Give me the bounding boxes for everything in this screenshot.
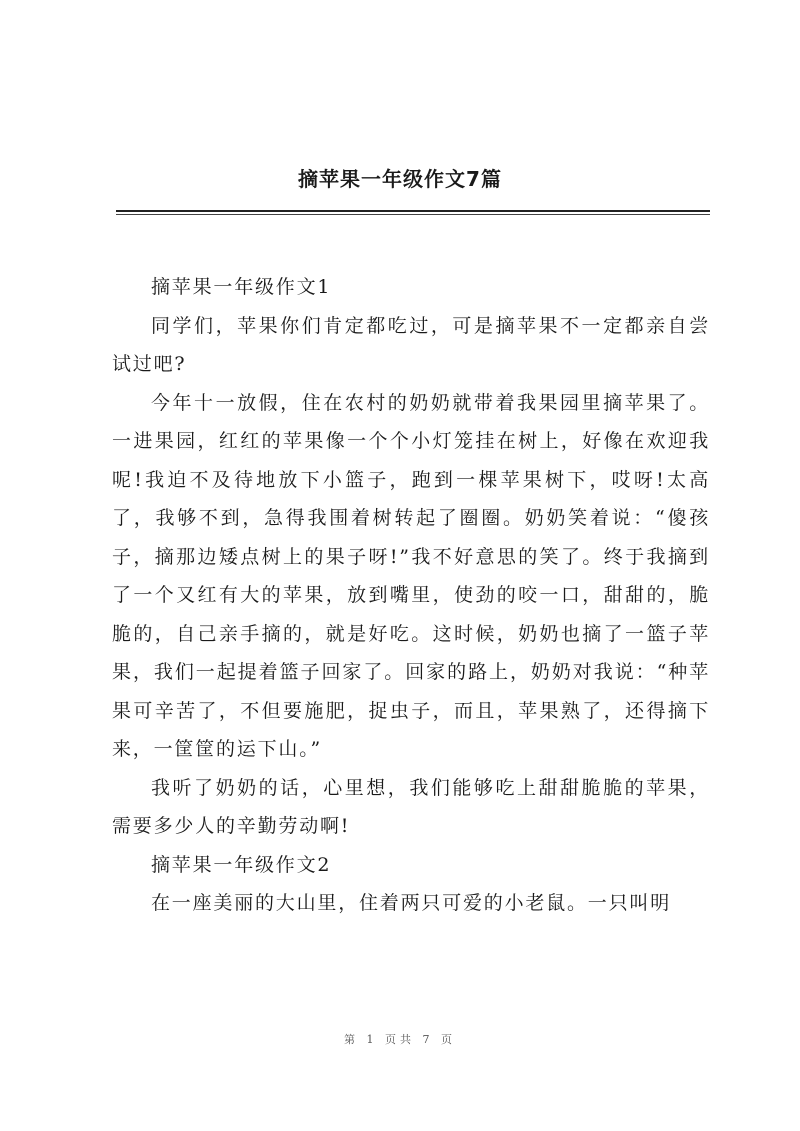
- section-heading-2: 摘苹果一年级作文2: [151, 853, 332, 876]
- page-number-footer: 第 1 页共 7 页: [344, 1033, 456, 1046]
- paragraph: 同学们，苹果你们肯定都吃过，可是摘苹果不一定都亲自尝试过吧?: [112, 314, 710, 375]
- document-body: [112, 268, 710, 923]
- document-title: 摘苹果一年级作文7篇: [298, 167, 502, 191]
- title-divider: [116, 210, 710, 212]
- section-heading-1: 摘苹果一年级作文1: [151, 276, 332, 298]
- paragraph: 在一座美丽的大山里，住着两只可爱的小老鼠。一只叫明: [151, 892, 672, 914]
- paragraph: 今年十一放假，住在农村的奶奶就带着我果园里摘苹果了。一进果园，红红的苹果像一个个小灯笼挂在树上，好像在欢迎我呢!我迫不及待地放下小篮子，跑到一棵苹果树下，哎呀!太高了，我够不到，急得我围着树转起了圈圈。奶奶笑着说：“傻孩子，摘那边矮点树上的果子呀!”我不好意思的笑了。终于我摘到了一个又红有大的苹果，放到嘴里，使劲的咬一口，甜甜的，脆脆的，自己亲手摘的，就是好吃。这时候，奶奶也摘了一篮子苹果，我们一起提着篮子回家了。回家的路上，奶奶对我说：“种苹果可辛苦了，不但要施肥，捉虫子，而且，苹果熟了，还得摘下来，一筐筐的运下山。”: [112, 391, 710, 760]
- paragraph: 我听了奶奶的话，心里想，我们能够吃上甜甜脆脆的苹果，需要多少人的辛勤劳动啊!: [112, 776, 710, 837]
- title-divider-thin: [116, 214, 710, 215]
